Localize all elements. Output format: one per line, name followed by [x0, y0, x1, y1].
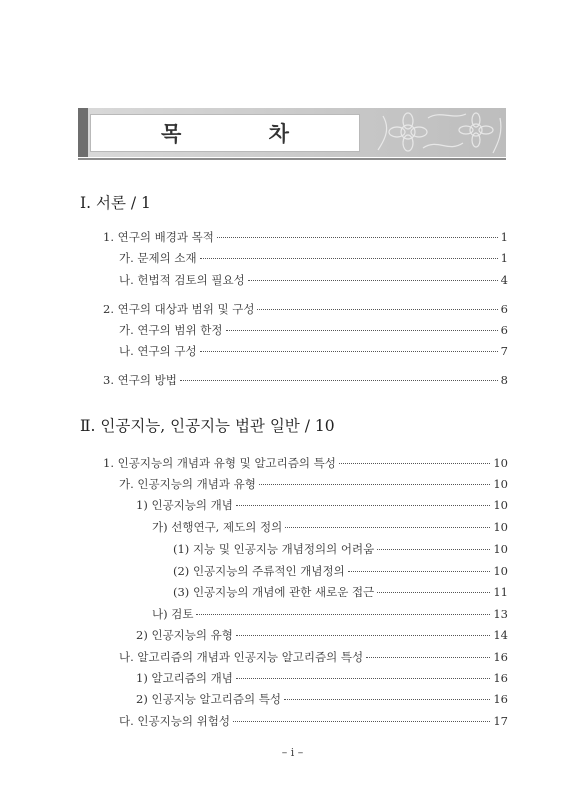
- toc-entry-label: 2) 인공지능 알고리즘의 특성: [136, 692, 281, 706]
- toc-entry-page: 16: [493, 671, 508, 685]
- banner-accent-bar: [78, 108, 88, 157]
- toc-entry-label: 1. 인공지능의 개념과 유형 및 알고리즘의 특성: [103, 456, 336, 470]
- toc-entry-page: 13: [493, 607, 508, 621]
- toc-entry-page: 14: [493, 628, 508, 642]
- dot-leader: [285, 527, 490, 528]
- toc-entry-page: 10: [493, 564, 508, 578]
- dot-leader: [233, 721, 490, 722]
- section-heading: Ⅰ. 서론 / 1: [80, 194, 151, 212]
- toc-entry-page: 10: [493, 456, 508, 470]
- dot-leader: [257, 309, 497, 310]
- toc-entry-label: 3. 연구의 방법: [103, 373, 177, 387]
- toc-entry-page: 10: [493, 542, 508, 556]
- dot-leader: [377, 592, 490, 593]
- toc-entry-label: 1) 알고리즘의 개념: [136, 671, 233, 685]
- dot-leader: [284, 699, 490, 700]
- toc-entry-page: 8: [500, 373, 508, 387]
- dot-leader: [259, 484, 491, 485]
- dot-leader: [226, 330, 498, 331]
- dot-leader: [180, 380, 498, 381]
- toc-entry[interactable]: [136, 670, 508, 686]
- page-number: – i –: [281, 746, 304, 759]
- toc-entry[interactable]: [119, 250, 508, 266]
- toc-entry-label: 2. 연구의 대상과 범위 및 구성: [103, 302, 255, 316]
- toc-entry-label: 가. 인공지능의 개념과 유형: [119, 477, 256, 491]
- dot-leader: [200, 351, 498, 352]
- toc-entry-label: 나. 연구의 구성: [119, 344, 197, 358]
- toc-entry-page: 11: [493, 585, 508, 599]
- toc-entry[interactable]: [152, 606, 508, 622]
- dot-leader: [248, 280, 498, 281]
- dot-leader: [348, 571, 491, 572]
- banner-underline: [78, 158, 506, 160]
- toc-entry[interactable]: [119, 322, 508, 338]
- toc-entry-page: 10: [493, 520, 508, 534]
- toc-entry[interactable]: [103, 301, 508, 317]
- toc-entry-page: 4: [500, 273, 508, 287]
- section-heading: Ⅱ. 인공지능, 인공지능 법관 일반 / 10: [80, 417, 335, 435]
- dot-leader: [200, 258, 498, 259]
- toc-entry[interactable]: [119, 713, 508, 729]
- flower-ornament-icon: [368, 108, 506, 157]
- toc-entry-page: 1: [500, 251, 508, 265]
- toc-entry[interactable]: [103, 372, 508, 388]
- toc-entry-label: 나. 알고리즘의 개념과 인공지능 알고리즘의 특성: [119, 650, 364, 664]
- toc-entry[interactable]: [152, 519, 508, 535]
- dot-leader: [196, 614, 490, 615]
- dot-leader: [236, 505, 490, 506]
- toc-entry-page: 10: [493, 498, 508, 512]
- toc-entry-label: 가. 문제의 소재: [119, 251, 197, 265]
- dot-leader: [377, 549, 490, 550]
- toc-entry[interactable]: [119, 476, 508, 492]
- toc-entry[interactable]: [119, 343, 508, 359]
- toc-entry[interactable]: [119, 649, 508, 665]
- toc-entry-page: 10: [493, 477, 508, 491]
- toc-entry-label: (3) 인공지능의 개념에 관한 새로운 접근: [173, 585, 375, 599]
- dot-leader: [236, 678, 490, 679]
- toc-entry-label: 나. 헌법적 검토의 필요성: [119, 273, 245, 287]
- toc-entry-label: (1) 지능 및 인공지능 개념정의의 어려움: [173, 542, 375, 556]
- toc-entry-label: 1. 연구의 배경과 목적: [103, 230, 214, 244]
- toc-entry-page: 6: [500, 302, 508, 316]
- toc-entry-label: 1) 인공지능의 개념: [136, 498, 233, 512]
- dot-leader: [339, 463, 490, 464]
- toc-entry[interactable]: [173, 563, 508, 579]
- toc-entry[interactable]: [136, 627, 508, 643]
- toc-entry-label: 다. 인공지능의 위험성: [119, 714, 230, 728]
- toc-entry-page: 6: [500, 323, 508, 337]
- toc-entry[interactable]: [173, 541, 508, 557]
- toc-entry-page: 7: [500, 344, 508, 358]
- toc-title: 목 차: [161, 121, 329, 146]
- toc-entry-label: (2) 인공지능의 주류적인 개념정의: [173, 564, 345, 578]
- toc-entry[interactable]: [136, 497, 508, 513]
- toc-banner: [78, 108, 506, 157]
- toc-entry-page: 16: [493, 692, 508, 706]
- toc-entry-label: 가. 연구의 범위 한정: [119, 323, 223, 337]
- toc-entry[interactable]: [103, 455, 508, 471]
- toc-entry[interactable]: [103, 229, 508, 245]
- banner-title-box: [90, 114, 360, 152]
- toc-entry[interactable]: [119, 272, 508, 288]
- dot-leader: [236, 635, 490, 636]
- toc-entry[interactable]: [136, 691, 508, 707]
- toc-entry-page: 16: [493, 650, 508, 664]
- toc-entry-label: 2) 인공지능의 유형: [136, 628, 233, 642]
- dot-leader: [366, 657, 490, 658]
- toc-entry-page: 17: [493, 714, 508, 728]
- toc-entry-label: 나) 검토: [152, 607, 194, 621]
- toc-entry-page: 1: [500, 230, 508, 244]
- toc-entry-label: 가) 선행연구, 제도의 정의: [152, 520, 283, 534]
- dot-leader: [217, 237, 498, 238]
- toc-entry[interactable]: [173, 584, 508, 600]
